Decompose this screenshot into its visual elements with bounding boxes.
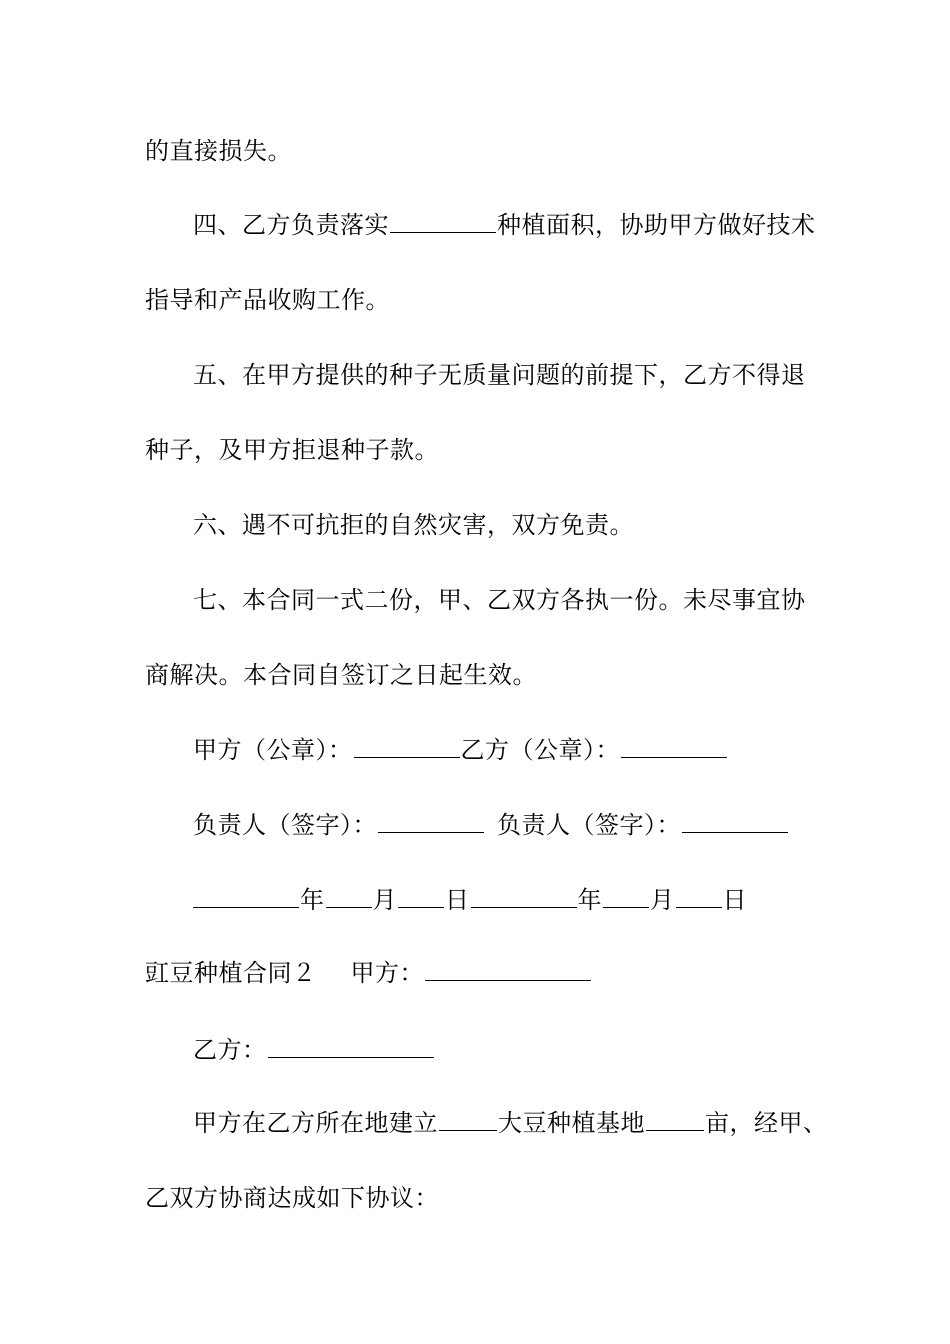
party-b-year-field[interactable] — [471, 885, 577, 908]
clause-four: 四、乙方负责落实 种植面积，协助甲方做好技术 — [193, 211, 816, 239]
party-a-day-field[interactable] — [398, 885, 444, 908]
clause-six: 六、遇不可抗拒的自然灾害，双方免责。 — [193, 511, 634, 539]
party-a-seal-field[interactable] — [354, 735, 460, 758]
date-line: 年 月 日 年 月 日 — [192, 885, 747, 915]
paragraph-line: 指导和产品收购工作。 — [145, 286, 390, 314]
party-b-line: 乙方： — [193, 1035, 435, 1065]
party-b-name-field[interactable] — [268, 1035, 434, 1058]
base-location-field[interactable] — [439, 1108, 497, 1131]
intro-line: 甲方在乙方所在地建立 大豆种植基地 亩，经甲、 — [193, 1109, 828, 1137]
paragraph-line: 的直接损失。 — [145, 137, 292, 165]
contract-title-line: 豇豆种植合同２ 甲方： — [145, 958, 592, 988]
party-a-year-field[interactable] — [193, 885, 299, 908]
party-b-month-field[interactable] — [603, 885, 649, 908]
clause-seven: 七、本合同一式二份，甲、乙双方各执一份。未尽事宜协 — [193, 586, 806, 614]
base-area-field[interactable] — [646, 1108, 704, 1131]
party-a-name-field[interactable] — [425, 958, 591, 981]
seal-line: 甲方（公章）： 乙方（公章）： — [193, 735, 728, 765]
party-b-day-field[interactable] — [676, 885, 722, 908]
party-a-signature-field[interactable] — [378, 810, 484, 833]
party-a-month-field[interactable] — [326, 885, 372, 908]
paragraph-line: 种子，及甲方拒退种子款。 — [145, 436, 439, 464]
clause-five: 五、在甲方提供的种子无质量问题的前提下，乙方不得退 — [193, 361, 806, 389]
contract-title: 豇豆种植合同２ — [145, 959, 317, 987]
blank-field[interactable] — [390, 210, 496, 233]
signature-line: 负责人（签字）： 负责人（签字）： — [193, 810, 789, 840]
paragraph-line: 乙双方协商达成如下协议： — [145, 1184, 439, 1212]
party-b-signature-field[interactable] — [682, 810, 788, 833]
party-b-seal-field[interactable] — [621, 735, 727, 758]
paragraph-line: 商解决。本合同自签订之日起生效。 — [145, 661, 537, 689]
